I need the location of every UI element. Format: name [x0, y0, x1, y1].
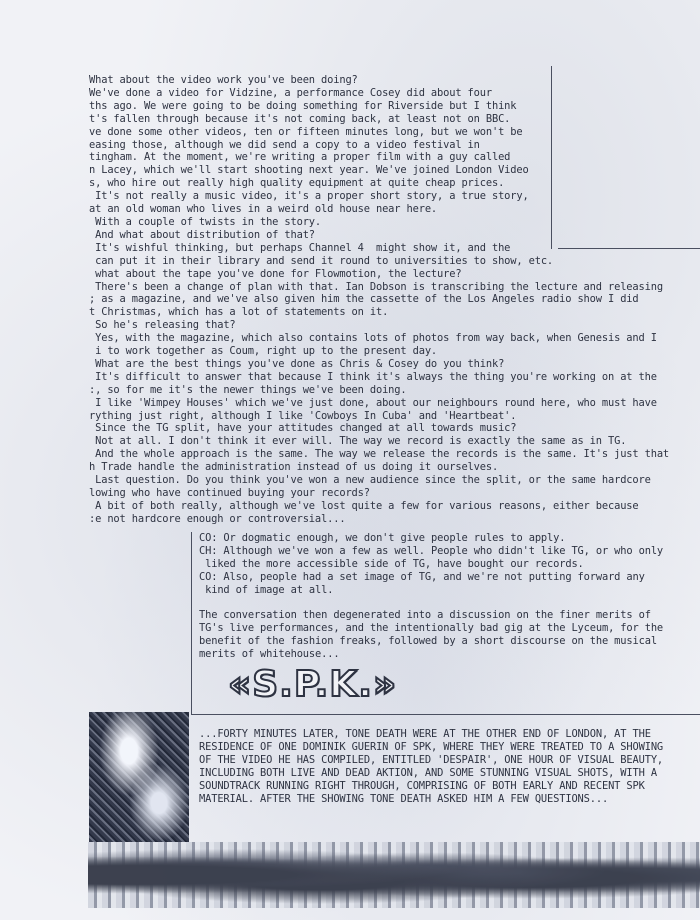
spk-logo: «S.P.K.» — [228, 664, 398, 705]
interview-body-text: What about the video work you've been doing? We've done a video for Vidzine, a performance Cosey did about four ths ago. We were going to be doing something for Riverside but I think t's fallen through because it's not coming back, at least not on BBC. ve done some other videos, ten or fifteen minutes long, but we won't be easing those, although we did send a copy to a video festival in tingham. At the moment, we're writing a proper film with a guy called n Lacey, which we'll start shooting next year. We've joined London Video s, who hire out really high quality equipment at quite cheap prices. It's not really a music video, it's a proper short story, a true story, at an old woman who lives in a weird old house near here. With a couple of twists in the story. And what about distribution of that? It's wishful thinking, but perhaps Channel 4 might show it, and the can put it in their library and send it round to universities to show, etc. what about the tape you've done for Flowmotion, the lecture? There's been a change of plan with that. Ian Dobson is transcribing the lecture and releasing ; as a magazine, and we've also given him the cassette of the Los Angeles radio show I did t Christmas, which has a lot of statements on it. So he's releasing that? Yes, with the magazine, which also contains lots of photos from way back, when Genesis and I i to work together as Coum, right up to the present day. What are the best things you've done as Chris & Cosey do you think? It's difficult to answer that because I think it's always the thing you're working on at the :, so for me it's the newer things we've been doing. I like 'Wimpey Houses' which we've just done, about our neighbours round here, who must have rything just right, although I like 'Cowboys In Cuba' and 'Heartbeat'. Since the TG split, have your attitudes changed at all towards music? Not at all. I don't think it ever will. The way we record is exactly the same as in TG. And the whole approach is the same. The way we release the records is the same. It's just that h Trade handle the administration instead of us doing it ourselves. Last question. Do you think you've won a new audience since the split, or the same hardcore lowing who have continued buying your records? A bit of both really, although we've lost quite a few for various reasons, either because :e not hardcore enough or controversial... — [89, 74, 670, 525]
halftone-photo-strip — [88, 842, 700, 908]
spk-intro-text: ...FORTY MINUTES LATER, TONE DEATH WERE AT THE OTHER END OF LONDON, AT THE RESIDENCE OF ONE DOMINIK GUERIN OF SPK, WHERE THEY WERE TREATED TO A SHOWING OF THE VIDEO HE HAS COMPILED, ENTITLED 'DESPAIR', ONE HOUR OF VISUAL BEAUTY, INCLUDING BOTH LIVE AND DEAD AKTION, AND SOME STUNNING VISUAL SHOTS, WITH A SOUNDTRACK RUNNING RIGHT THROUGH, COMPRISING OF BOTH EARLY AND RECENT SPK MATERIAL. AFTER THE SHOWING TONE DEATH ASKED HIM A FEW QUESTIONS... — [199, 728, 664, 805]
halftone-photo — [89, 712, 189, 842]
interview-continuation-text: CO: Or dogmatic enough, we don't give people rules to apply. CH: Although we've won a few as well. People who didn't like TG, or who only liked the more accessible side of TG, have bought our records. CO: Also, people had a set image of TG, and we're not putting forward any kind of image at all. The conversation then degenerated into a discussion on the finer merits of TG's live performances, and the intentionally bad gig at the Lyceum, for the benefit of the fashion freaks, followed by a short discourse on the musical merits of whitehouse... — [199, 532, 664, 661]
frame-line — [191, 532, 192, 715]
frame-line — [191, 714, 700, 715]
